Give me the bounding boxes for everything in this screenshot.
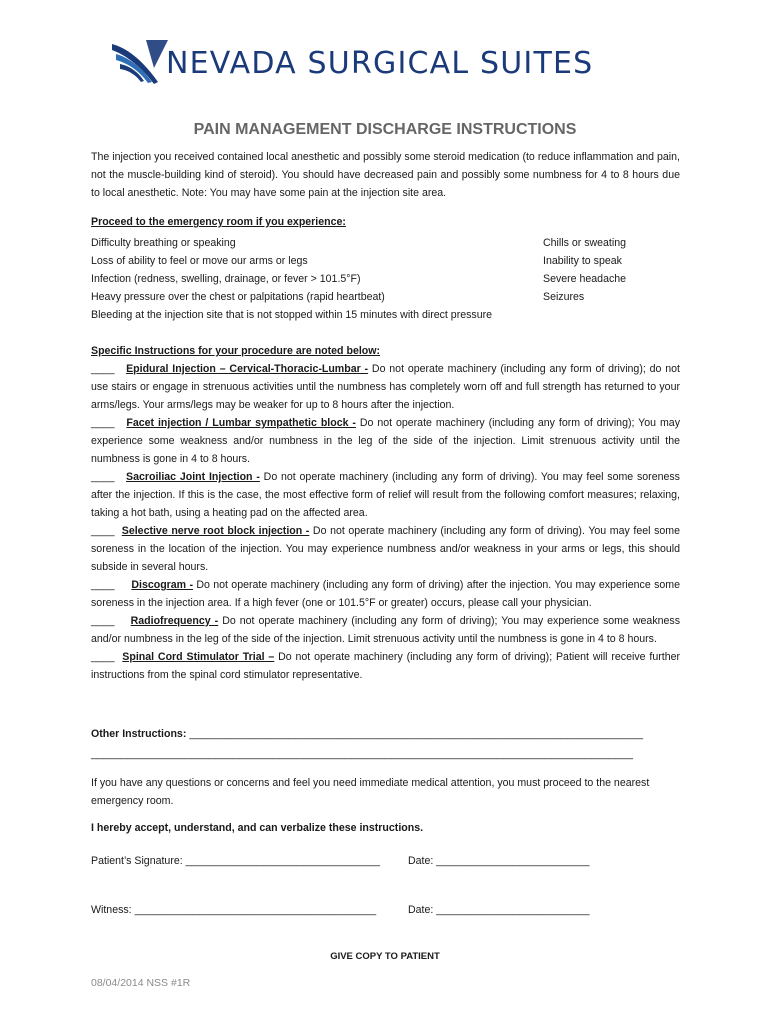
- procedure-text: Do not operate machinery (including any form of driving). You may feel some soreness after the injection. If this is the case, the most effective form of relief will result from the following comfort measures; relaxing, taking a hot bath, using a heating pad on the affected area.: [91, 471, 680, 519]
- emergency-item: Bleeding at the injection site that is not stopped within 15 minutes with direct pressure: [91, 309, 493, 321]
- procedure-item: [91, 360, 680, 414]
- form-code-footer: 08/04/2014 NSS #1R: [91, 977, 191, 989]
- procedure-text: Do not operate machinery (including any form of driving); do not use stairs or engage in strenuous activities until the numbness has completely worn off and full strength has returned to your arms/legs. Your arms/legs may be weaker for up to 8 hours after the injection.: [91, 363, 680, 411]
- checkbox-blank[interactable]: ____: [91, 363, 115, 375]
- signature-date: [408, 855, 589, 867]
- procedure-name: Sacroiliac Joint Injection -: [126, 471, 260, 483]
- procedure-name: Selective nerve root block injection -: [121, 525, 310, 537]
- document-title: PAIN MANAGEMENT DISCHARGE INSTRUCTIONS: [193, 121, 577, 138]
- witness-signature: [91, 904, 376, 916]
- witness-date: [408, 904, 589, 916]
- checkbox-blank[interactable]: ____: [91, 471, 115, 483]
- emergency-item: Chills or sweating: [543, 237, 627, 249]
- signature-date-label: Date:: [408, 855, 434, 867]
- checkbox-blank[interactable]: ____: [91, 579, 115, 591]
- emergency-item: Heavy pressure over the chest or palpitations (rapid heartbeat): [91, 291, 385, 303]
- procedure-text: Do not operate machinery (including any form of driving); You may experience some weakness and/or numbness in the leg of the side of the injection. Limit strenuous activity until the numbness is gone in 4 to 8 hours.: [91, 417, 680, 465]
- patient-signature-label: Patient’s Signature:: [91, 855, 183, 867]
- specific-heading: Specific Instructions for your procedure are noted below:: [91, 345, 381, 357]
- logo-swoosh-icon: [110, 38, 170, 88]
- emergency-list-right: [543, 234, 626, 306]
- procedure-name: Spinal Cord Stimulator Trial –: [122, 651, 275, 663]
- emergency-item: Loss of ability to feel or move our arms or legs: [91, 255, 308, 267]
- patient-signature-line[interactable]: _________________________________: [185, 855, 381, 867]
- witness-label: Witness:: [91, 904, 132, 916]
- acceptance-statement: I hereby accept, understand, and can verbalize these instructions.: [91, 822, 424, 834]
- emergency-item: Infection (redness, swelling, drainage, or fever > 101.5°F): [91, 273, 361, 285]
- other-instructions-line[interactable]: _____________________________________________________________________________: [189, 728, 643, 740]
- checkbox-blank[interactable]: ____: [91, 417, 115, 429]
- other-instructions-line-2[interactable]: ____________________________________________________________________________________________: [91, 748, 634, 760]
- procedure-text: Do not operate machinery (including any form of driving); You may experience some weakness and/or numbness in the leg of the side of the injection. Limit strenuous activity until the numbness is gone in 4 to 8 hours.: [91, 615, 681, 645]
- witness-line[interactable]: _________________________________________: [134, 904, 377, 916]
- intro-paragraph: The injection you received contained local anesthetic and possibly some steroid medication (to reduce inflammation and pain, not the muscle-building kind of steroid). You should have decreased pain and possibly some numbness for 4 to 8 hours due to local anesthetic. Note: You may have some pain at the injection site area.: [91, 151, 680, 199]
- procedure-name: Facet injection / Lumbar sympathetic block -: [126, 417, 356, 429]
- checkbox-blank[interactable]: ____: [91, 651, 115, 663]
- procedure-item: [91, 522, 680, 576]
- logo: [110, 38, 670, 88]
- checkbox-blank[interactable]: ____: [91, 615, 115, 627]
- give-copy-notice: GIVE COPY TO PATIENT: [330, 951, 440, 962]
- procedure-name: Epidural Injection – Cervical-Thoracic-Lumbar -: [126, 363, 369, 375]
- specific-instructions: [91, 342, 680, 684]
- concern-paragraph: If you have any questions or concerns and feel you need immediate medical attention, you must proceed to the nearest emergency room.: [91, 777, 650, 807]
- other-instructions-label: Other Instructions:: [91, 728, 187, 740]
- procedure-name: Radiofrequency -: [130, 615, 219, 627]
- procedure-text: Do not operate machinery (including any form of driving) after the injection. You may experience some soreness in the injection area. If a high fever (one or 101.5°F or greater) occurs, please call your physician.: [91, 579, 681, 609]
- procedure-item: [91, 414, 680, 468]
- emergency-item: Difficulty breathing or speaking: [91, 237, 236, 249]
- intro-section: [91, 148, 680, 202]
- emergency-heading: Proceed to the emergency room if you experience:: [91, 216, 346, 228]
- procedure-item: [91, 648, 680, 684]
- logo-text: NEVADA SURGICAL SUITES: [166, 46, 594, 81]
- procedure-item: [91, 576, 680, 612]
- emergency-item: Seizures: [543, 291, 585, 303]
- procedure-item: [91, 612, 680, 648]
- emergency-list-left: [91, 234, 492, 324]
- emergency-item: Inability to speak: [543, 255, 622, 267]
- other-instructions: [91, 725, 643, 743]
- witness-date-label: Date:: [408, 904, 434, 916]
- witness-date-line[interactable]: __________________________: [436, 904, 590, 916]
- procedure-item: [91, 468, 680, 522]
- checkbox-blank[interactable]: ____: [91, 525, 115, 537]
- procedure-text: Do not operate machinery (including any form of driving); Patient will receive further instructions from the spinal cord stimulator representative.: [91, 651, 681, 681]
- procedure-name: Discogram -: [131, 579, 193, 591]
- signature-date-line[interactable]: __________________________: [436, 855, 590, 867]
- emergency-item: Severe headache: [543, 273, 627, 285]
- patient-signature: [91, 855, 380, 867]
- procedure-text: Do not operate machinery (including any form of driving). You may feel some soreness in the location of the injection. You may experience numbness and/or weakness in your arms or legs, this should subside in several hours.: [91, 525, 680, 573]
